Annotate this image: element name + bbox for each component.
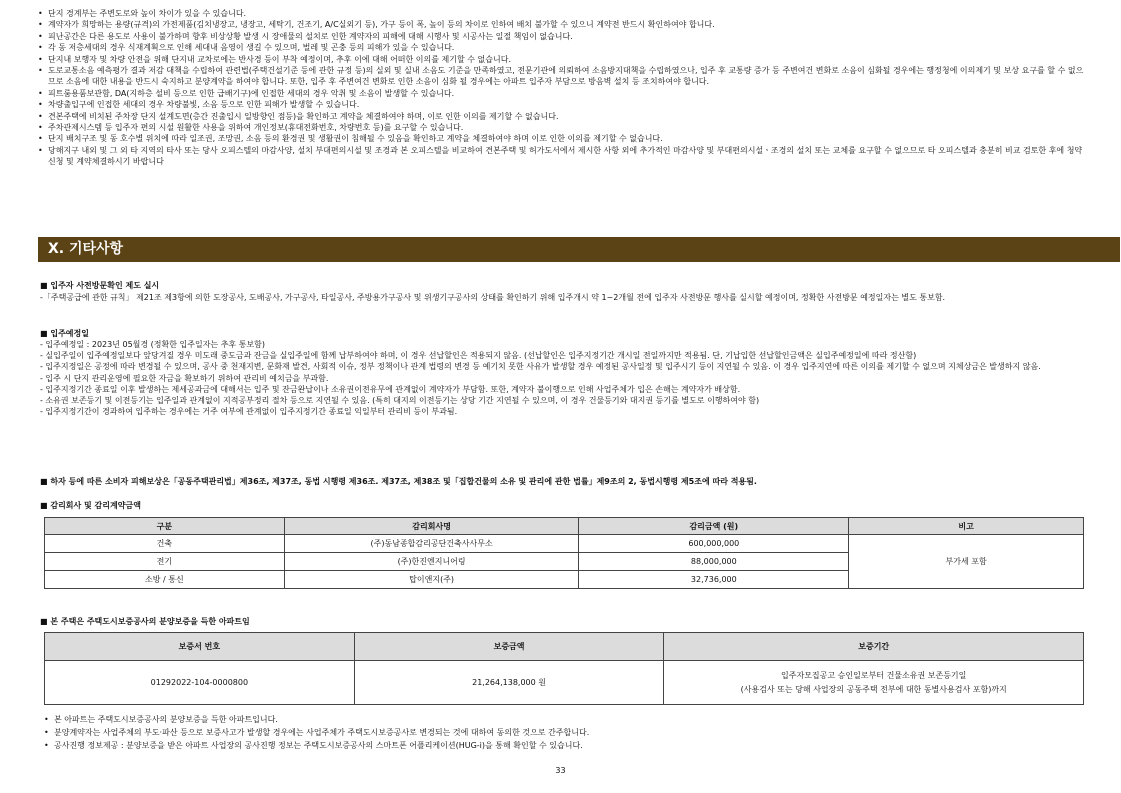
bullet-item: • 도로교통소음 예측평가 결과 저감 대책을 수립하여 관련법(주택건설기준 등에 관한 규정 등)의 실외 및 실내 소음도 기준을 만족하였고, 전문기관에 의뢰하여 소음방지대책을 수립하였으나, 입주 후 교통량 증가 등 주변여건 변화로 소음이 심화될 경우에는 행정청에 이의제기 및 보상 요구를 할 수 없으므로 소음에 대한 내용을 반드시 숙지하고 분양계약을 하여야 합니다. 또한, 입주 후 주변여건 변화로 인한 소음이 심화 될 경우에는 아파트 입주자 부담으로 방음벽 설치 등 조치하여야 합니다. xyxy=(38,65,1088,88)
guarantee-period xyxy=(664,661,1084,705)
move-in-line: - 입주예정일 : 2023년 05월경 (정확한 입주일자는 추후 통보함) xyxy=(40,340,265,349)
col-header: 비고 xyxy=(849,518,1084,535)
bullet-item: • 피트룸용품보관함, DA(지하층 설비 등으로 인한 급배기구)에 인접한 세대의 경우 악취 및 소음이 발생할 수 있습니다. xyxy=(38,88,1088,99)
col-header: 보증기간 xyxy=(664,633,1084,661)
category-cell: 전기 xyxy=(45,553,285,571)
bullet-item: • 주차관제시스템 등 입주자 편의 시설 원활한 사용을 위하여 개인정보(휴대전화번호, 차량번호 등)를 요구할 수 있습니다. xyxy=(38,122,1088,133)
note-cell: 부가세 포함 xyxy=(849,535,1084,589)
supervision-heading: ■ 감리회사 및 감리계약금액 xyxy=(40,500,141,511)
bullet-item: • 계약자가 희망하는 용량(규격)의 가전제품(김치냉장고, 냉장고, 세탁기, 건조기, A/C실외기 등), 가구 등이 폭, 높이 등의 차이로 인하여 배치 불가할 수 있으니 계약전 반드시 확인하여야 합니다. xyxy=(38,19,1088,30)
guarantee-heading: ■ 본 주택은 주택도시보증공사의 분양보증을 득한 아파트임 xyxy=(40,616,250,627)
page-number: 33 xyxy=(555,766,566,775)
table-row xyxy=(45,535,1084,553)
col-header: 감리회사명 xyxy=(284,518,579,535)
note-item: • 분양계약자는 사업주체의 부도·파산 등으로 보증사고가 발생할 경우에는 사업주체가 주택도시보증공사로 변경되는 것에 대하여 동의한 것으로 간주합니다. xyxy=(44,726,589,739)
move-in-line: - 입주지정기간이 경과하여 입주하는 경우에는 거주 여부에 관계없이 입주지정기간 종료일 익일부터 관리비 등이 부과됨. xyxy=(40,407,458,417)
move-in-line: - 실입주일이 입주예정일보다 앞당겨질 경우 미도래 중도금과 잔금을 실입주일에 함께 납부하여야 하며, 이 경우 선납할인은 적용되지 않음. (선납할인은 입주지정기간 개시일 전일까지만 적용됨. 단, 기납입한 선납할인금액은 실입주예정일에 따라 정산함) xyxy=(40,351,917,361)
note-item: • 본 아파트는 주택도시보증공사의 분양보증을 득한 아파트입니다. xyxy=(44,713,589,726)
bullet-item: • 단지 배치구조 및 동 호수별 위치에 따라 일조권, 조망권, 소음 등의 환경권 및 생활권이 침해될 수 있음을 확인하고 계약을 체결하여야 하며 이로 인한 이의를 제기할 수 없습니다. xyxy=(38,133,1088,144)
amount-cell: 32,736,000 xyxy=(579,571,849,589)
pre-visit-text: -「주택공급에 관한 규칙」 제21조 제3항에 의한 도장공사, 도배공사, 가구공사, 타일공사, 주방용가구공사 및 위생기구공사의 상태를 확인하기 위해 입주개시 약 1~2개월 전에 입주자 사전방문 행사를 실시할 예정이며, 정확한 사전방문 예정일자는 별도 통보함. xyxy=(40,293,946,302)
bullet-item: • 각 동 저층세대의 경우 식재계획으로 인해 세대내 음영이 생길 수 있으며, 벌레 및 곤충 등의 피해가 있을 수 있습니다. xyxy=(38,42,1088,53)
move-in-list xyxy=(40,339,1080,417)
guarantee-table xyxy=(44,632,1084,705)
bullet-item: • 견본주택에 비치된 주차장 단지 설계도면(층간 진출입시 일방향인 점등)을 확인하고 계약을 체결하여야 하며, 이로 인한 이의를 제기할 수 없습니다. xyxy=(38,111,1088,122)
bullet-item: • 당해지구 내외 및 그 외 타 지역의 타사 또는 당사 오피스텔의 마감사양, 설치 부대편의시설 및 조경과 본 오피스텔을 비교하여 견본주택 및 허가도서에서 제시한 사항 외에 추가적인 마감사양 및 부대편의시설ㆍ조경의 설치 또는 교체를 요구할 수 없으므로 타 오피스텔과 충분히 비교 검토한 후에 청약신청 및 계약체결하시기 바랍니다 xyxy=(38,145,1088,168)
supervision-table xyxy=(44,517,1084,589)
table-row xyxy=(45,661,1084,705)
note-item: • 공사진행 정보제공 : 분양보증을 받은 아파트 사업장의 공사진행 정보는 주택도시보증공사의 스마트폰 어플리케이션(HUG-i)을 통해 확인할 수 있습니다. xyxy=(44,739,589,752)
period-line: (사용검사 또는 당해 사업장의 공동주택 전부에 대한 동별사용검사 포함)까지 xyxy=(740,684,1007,694)
period-line: 입주자모집공고 승인일로부터 건물소유권 보존등기일 xyxy=(781,670,967,680)
guarantee-amount: 21,264,138,000 원 xyxy=(354,661,664,705)
amount-cell: 88,000,000 xyxy=(579,553,849,571)
move-in-line: - 입주지정기간 종료일 이후 발생하는 제세공과금에 대해서는 입주 및 잔금완납이나 소유권이전유무에 관계없이 계약자가 부담함. 또한, 계약자 불이행으로 인해 사업주체가 입은 손해는 계약자가 배상함. xyxy=(40,384,741,394)
move-in-line: - 입주 시 단지 관리운영에 필요한 자금을 확보하기 위하여 관리비 예치금을 부과함. xyxy=(40,373,329,383)
caution-bullets xyxy=(38,8,1088,168)
bullet-item: • 단지내 보행자 및 차량 안전을 위해 단지내 교차로에는 반사경 등이 부착 예정이며, 추후 이에 대해 어떠한 이의를 제기할 수 없습니다. xyxy=(38,54,1088,65)
bullet-item: • 차량출입구에 인접한 세대의 경우 차량불빛, 소음 등으로 인한 피해가 발생할 수 있습니다. xyxy=(38,99,1088,110)
move-in-line: - 소유권 보존등기 및 이전등기는 입주일과 관계없이 지적공부정리 절차 등으로 지연될 수 있음. (특히 대지의 이전등기는 상당 기간 지연될 수 있으며, 이 경우 건물등기와 대지권 등기를 별도로 이행하여야 함) xyxy=(40,396,760,406)
col-header: 감리금액 (원) xyxy=(579,518,849,535)
company-cell: 탑이앤지(주) xyxy=(284,571,579,589)
bullet-item: • 피난공간은 다른 용도로 사용이 불가하며 향후 비상상황 발생 시 장애물의 설치로 인한 계약자의 피해에 대해 시행사 및 시공사는 일절 책임이 없습니다. xyxy=(38,31,1088,42)
col-header: 구분 xyxy=(45,518,285,535)
bullet-item: • 단지 경계부는 주변도로와 높이 차이가 있을 수 있습니다. xyxy=(38,8,1088,19)
guarantee-number: 01292022-104-0000800 xyxy=(45,661,355,705)
company-cell: (주)동남종합감리공단건축사사무소 xyxy=(284,535,579,553)
section-title: X. 기타사항 xyxy=(38,237,1120,262)
category-cell: 건축 xyxy=(45,535,285,553)
pre-visit-heading: ■ 입주자 사전방문확인 제도 실시 xyxy=(40,280,159,291)
move-in-heading: ■ 입주예정일 xyxy=(40,328,89,339)
defect-heading: ■ 하자 등에 따른 소비자 피해보상은「공동주택관리법」제36조, 제37조, 동법 시행령 제36조. 제37조, 제38조 및「집합건물의 소유 및 관리에 관한 법률」제9조의 2, 동법시행령 제5조에 따라 적용됨. xyxy=(40,476,757,487)
company-cell: (주)한진엔지니어링 xyxy=(284,553,579,571)
category-cell: 소방 / 통신 xyxy=(45,571,285,589)
move-in-line: - 입주지정일은 공정에 따라 변경될 수 있으며, 공사 중 천재지변, 문화재 발견, 사회적 이슈, 정부 정책이나 관계 법령의 변경 등 예기치 못한 사유가 발생할 경우 예정된 공사일정 및 입주시기 등이 지연될 수 있음. 이 경우 입주지연에 따른 이의를 제기할 수 없으며 지체상금은 발생하지 않음. xyxy=(40,362,1041,372)
col-header: 보증금액 xyxy=(354,633,664,661)
col-header: 보증서 번호 xyxy=(45,633,355,661)
guarantee-notes xyxy=(44,713,589,752)
amount-cell: 600,000,000 xyxy=(579,535,849,553)
